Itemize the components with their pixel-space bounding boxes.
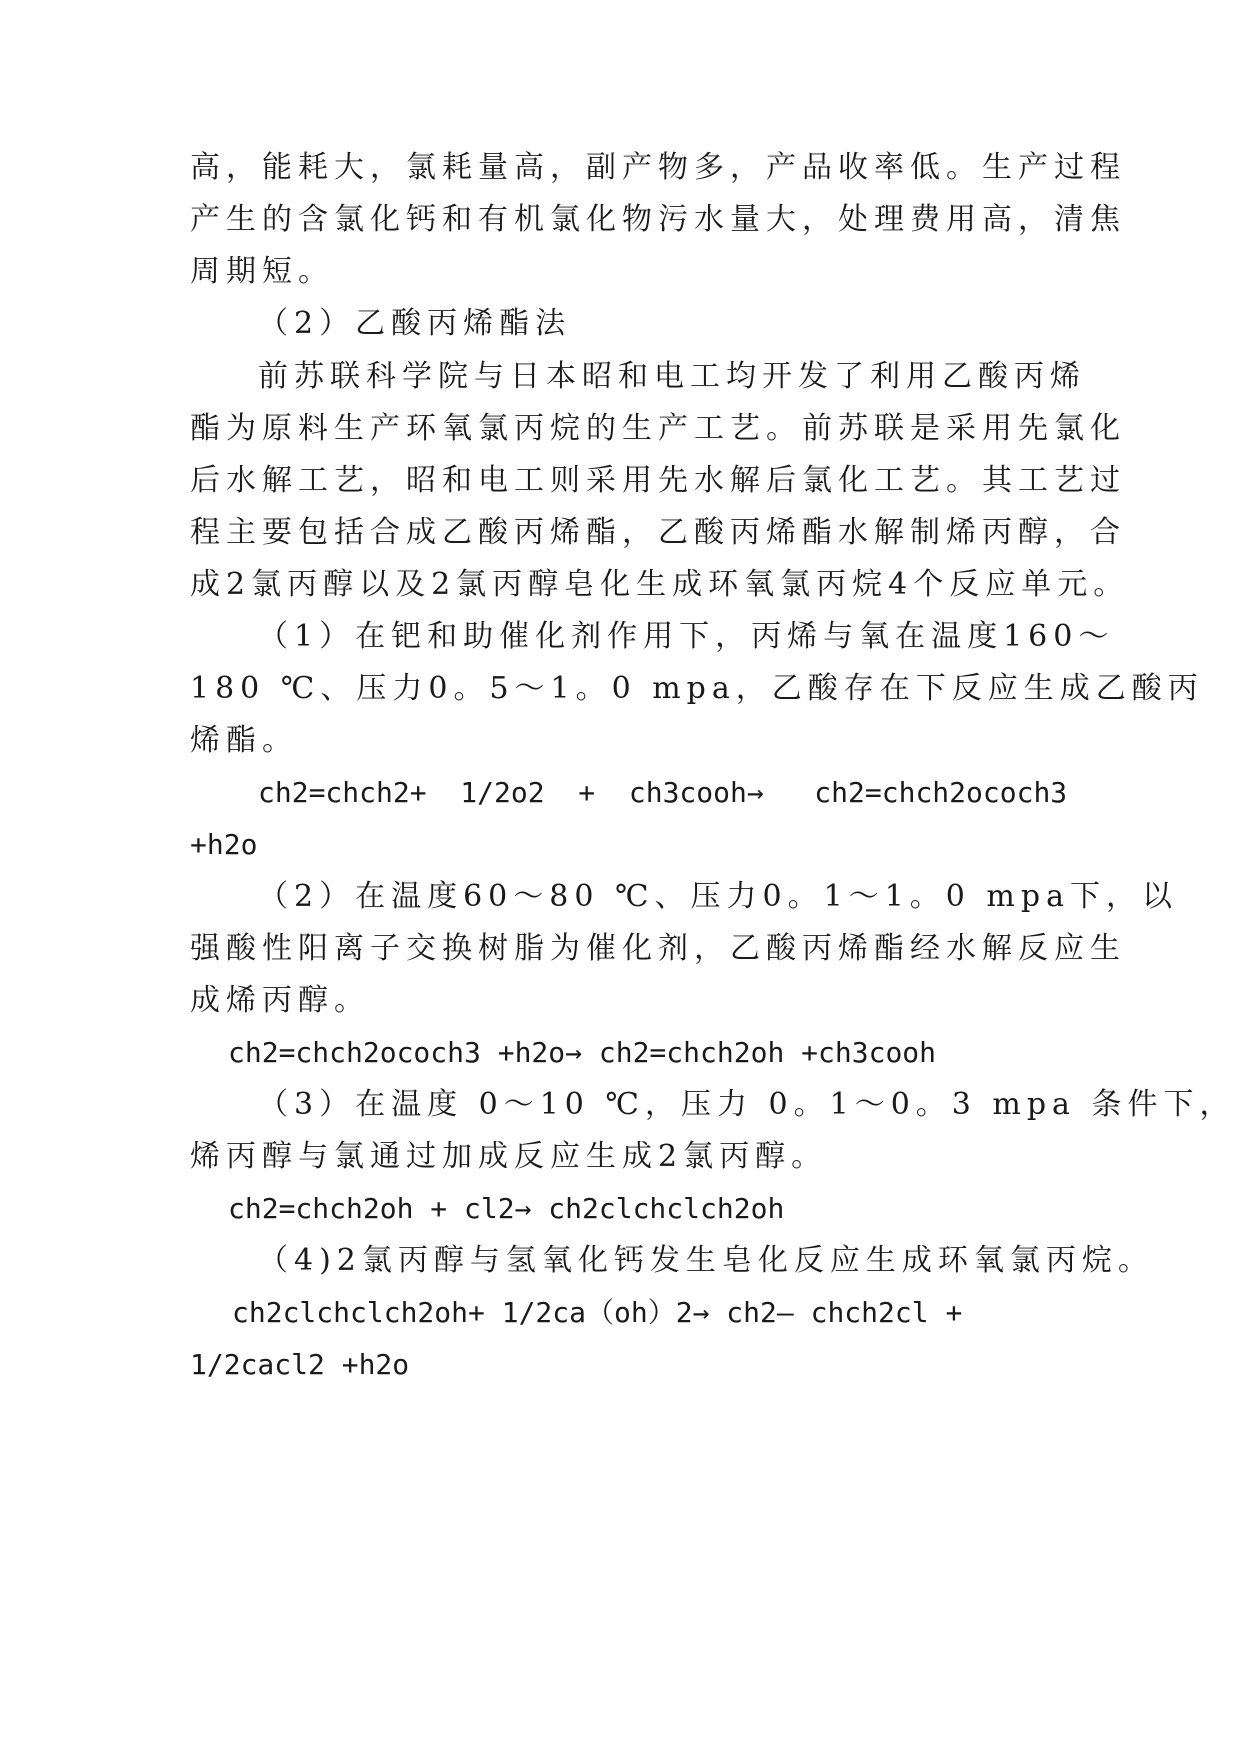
reaction-equation: 1/2cacl2 +h2o <box>190 1348 410 1381</box>
section-heading: （2）乙酸丙烯酯法 <box>258 306 572 341</box>
paragraph-line: 周期短。 <box>190 254 334 289</box>
paragraph-line: 后水解工艺，昭和电工则采用先水解后氯化工艺。其工艺过 <box>190 463 1126 498</box>
paragraph-line: 程主要包括合成乙酸丙烯酯，乙酸丙烯酯水解制烯丙醇，合 <box>190 515 1126 550</box>
paragraph-line: 前苏联科学院与日本昭和电工均开发了利用乙酸丙烯 <box>258 359 1086 394</box>
paragraph-line: 酯为原料生产环氧氯丙烷的生产工艺。前苏联是采用先氯化 <box>190 411 1126 446</box>
paragraph-line: 产生的含氯化钙和有机氯化物污水量大，处理费用高，清焦 <box>190 202 1126 237</box>
reaction-equation: ch2=chch2+ 1/2o2 + ch3cooh→ ch2=chch2ococh3 <box>258 776 1068 809</box>
paragraph-line: 烯酯。 <box>190 723 298 758</box>
paragraph-line: （2）在温度60～80 ℃、压力0。1～1。0 mpa下，以 <box>258 879 1178 914</box>
paragraph-line: 180 ℃、压力0。5～1。0 mpa，乙酸存在下反应生成乙酸丙 <box>190 671 1204 706</box>
paragraph-line: 烯丙醇与氯通过加成反应生成2氯丙醇。 <box>190 1139 828 1174</box>
reaction-equation: ch2=chch2ococh3 +h2o→ ch2=chch2oh +ch3cooh <box>228 1036 937 1069</box>
paragraph-line: 成烯丙醇。 <box>190 983 370 1018</box>
paragraph-line: 强酸性阳离子交换树脂为催化剂，乙酸丙烯酯经水解反应生 <box>190 931 1126 966</box>
paragraph-line: （1）在钯和助催化剂作用下，丙烯与氧在温度160～ <box>258 619 1115 654</box>
paragraph-line: 高，能耗大，氯耗量高，副产物多，产品收率低。生产过程 <box>190 150 1126 185</box>
paragraph-line: （3）在温度 0～10 ℃，压力 0。1～0。3 mpa 条件下， <box>258 1087 1236 1122</box>
reaction-equation: ch2clchclch2oh+ 1/2ca（oh）2→ ch2— chch2cl + <box>232 1296 963 1329</box>
paragraph-line: 成2氯丙醇以及2氯丙醇皂化生成环氧氯丙烷4个反应单元。 <box>190 567 1130 602</box>
reaction-equation: +h2o <box>190 828 258 861</box>
paragraph-line: （4)2氯丙醇与氢氧化钙发生皂化反应生成环氧氯丙烷。 <box>258 1243 1154 1278</box>
reaction-equation: ch2=chch2oh + cl2→ ch2clchclch2oh <box>228 1192 785 1225</box>
